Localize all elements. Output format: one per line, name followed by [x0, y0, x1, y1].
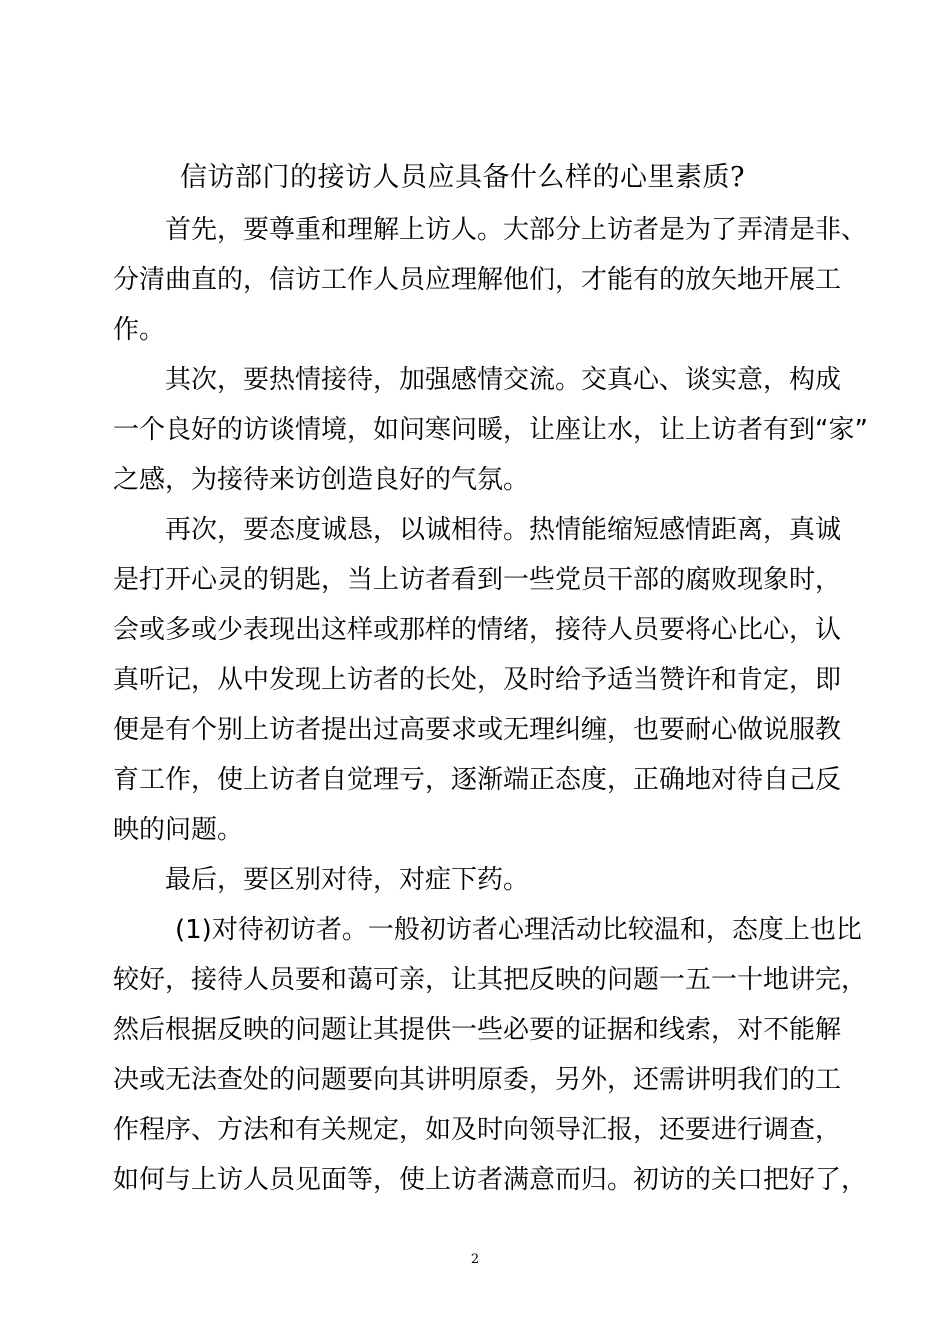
- paragraph-line: (1)对待初访者。一般初访者心理活动比较温和，态度上也比: [175, 915, 862, 945]
- page-number: 2: [470, 1252, 480, 1267]
- paragraph-line: 之感，为接待来访创造良好的气氛。: [113, 465, 530, 495]
- paragraph-line: 决或无法查处的问题要向其讲明原委，另外，还需讲明我们的工: [113, 1065, 842, 1095]
- document-title: 信访部门的接访人员应具备什么样的心里素质?: [180, 162, 745, 193]
- paragraph-line: 如何与上访人员见面等，使上访者满意而归。初访的关口把好了，: [113, 1165, 868, 1195]
- paragraph-line: 真听记，从中发现上访者的长处，及时给予适当赞许和肯定，即: [113, 665, 842, 695]
- paragraph-line: 然后根据反映的问题让其提供一些必要的证据和线索，对不能解: [113, 1015, 842, 1045]
- paragraph-line: 一个良好的访谈情境，如问寒问暖，让座让水，让上访者有到“家”: [113, 415, 868, 445]
- paragraph-line: 分清曲直的，信访工作人员应理解他们，才能有的放矢地开展工: [113, 265, 842, 295]
- paragraph-line: 育工作，使上访者自觉理亏，逐渐端正态度，正确地对待自己反: [113, 765, 842, 795]
- paragraph-line: 便是有个别上访者提出过高要求或无理纠缠，也要耐心做说服教: [113, 715, 842, 745]
- paragraph-line: 其次，要热情接待，加强感情交流。交真心、谈实意，构成: [165, 365, 842, 395]
- paragraph-line: 是打开心灵的钥匙，当上访者看到一些党员干部的腐败现象时，: [113, 565, 842, 595]
- paragraph-line: 会或多或少表现出这样或那样的情绪，接待人员要将心比心，认: [113, 615, 842, 645]
- paragraph-line: 作。: [113, 315, 166, 345]
- paragraph-line: 映的问题。: [113, 815, 244, 845]
- paragraph-line: 首先，要尊重和理解上访人。大部分上访者是为了弄清是非、: [165, 215, 868, 245]
- document-body: [113, 205, 868, 1205]
- paragraph-line: 作程序、方法和有关规定，如及时向领导汇报，还要进行调查，: [113, 1115, 842, 1145]
- paragraph-line: 较好，接待人员要和蔼可亲，让其把反映的问题一五一十地讲完，: [113, 965, 868, 995]
- paragraph-line: 再次，要态度诚恳，以诚相待。热情能缩短感情距离，真诚: [165, 515, 842, 545]
- paragraph-line: 最后，要区别对待，对症下药。: [165, 865, 530, 895]
